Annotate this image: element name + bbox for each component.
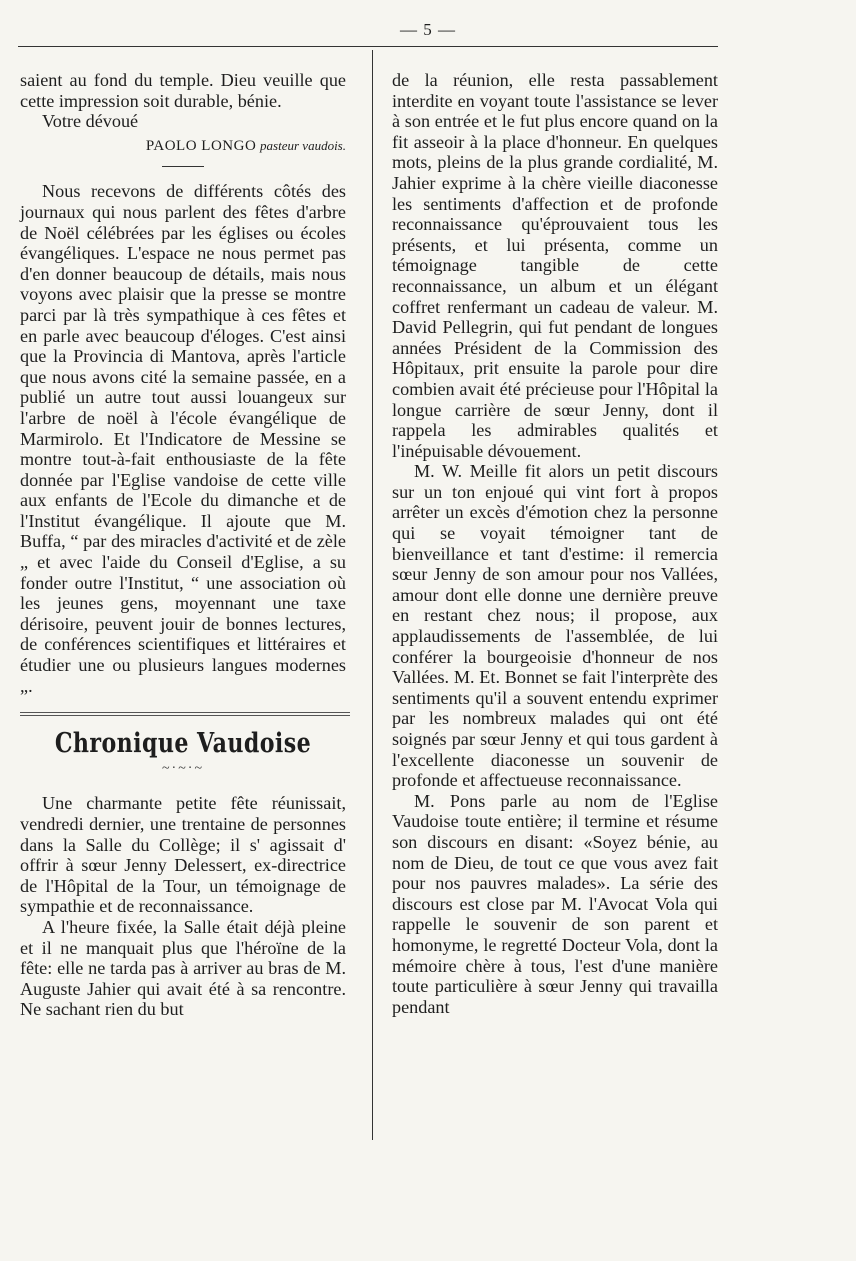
column-divider <box>372 50 373 1140</box>
chronicle-paragraph-2: A l'heure fixée, la Salle était déjà pleine et il ne manquait plus que l'héroïne de la fête: elle ne tarda pas à arriver au bras de M. Auguste Jahier qui avait été à sa rencontre. Ne sachant rien du but <box>20 916 346 1020</box>
ornament-flourish: ~·~·~ <box>161 760 205 776</box>
signature-name: PAOLO LONGO <box>145 137 257 154</box>
chronicle-paragraph-4: M. W. Meille fit alors un petit discours sur un ton enjoué qui vint fort à propos arrêter un excès d'émotion chez la personne qui se voyait témoigner tant de bienveillance et tant d'estime: il remercia sœur Jenny de son amour pour nos Vallées, amour dont elle donne une dernière preuve en restant chez nous; il propose, aux applaudissements de l'assemblée, de lui conférer la bourgeoisie d'honneur de nos Vallées. M. Et. Bonnet se fait l'interprète des sentiments qu'il a souvent entendu exprimer par les nombreux malades qui ont été soignés par sœur Jenny et qui tous gardent à l'excellente diaconesse un souvenir de profonde et affectueuse reconnaissance. <box>392 461 718 791</box>
letter-signature <box>20 136 346 157</box>
chronicle-paragraph-5: M. Pons parle au nom de l'Eglise Vaudoise toute entière; il termine et résume son discours en disant: «Soyez bénie, au nom de Dieu, de tout ce que vous avez fait pour nos pauvres malades». La série des discours est close par M. l'Avocat Vola qui rappelle le souvenir de son parent et homonyme, le regretté Docteur Vola, dont la mémoire chère à tous, l'est d'une manière toute particulière à sœur Jenny qui travailla pendant <box>392 790 718 1017</box>
section-title: Chronique Vaudoise <box>54 728 312 760</box>
chronicle-paragraph-3: de la réunion, elle resta passablement interdite en voyant toute l'assistance se lever à son entrée et le fut plus encore quand on la fit asseoir à la place d'honneur. En quelques mots, pleins de la plus grande cordialité, M. Jahier exprime à la chère vieille diaconesse les sentiments d'affection et de profonde reconnaissance qu'éprouvaient tous les présents, et lui présenta, comme un témoignage tangible de cette reconnaissance, un album et un élégant coffret renfermant un cadeau de valeur. M. David Pellegrin, qui fut pendant de longues années Président de la Commission des Hôpitaux, prit ensuite la parole pour dire combien avait été précieuse pour l'Hôpital la longue carrière de sœur Jenny, dont il rappela les admirables qualités et l'inépuisable dévouement. <box>392 70 718 461</box>
letter-closing: Votre dévoué <box>42 111 139 132</box>
section-rule <box>20 712 350 716</box>
separator-rule <box>162 166 204 167</box>
letter-continuation: saient au fond du temple. Dieu veuille que cette impression soit durable, bénie. <box>20 70 346 111</box>
signature-title: pasteur vaudois. <box>260 137 346 153</box>
news-paragraph: Nous recevons de différents côtés des journaux qui nous parlent des fêtes d'arbre de Noël célébrées par les églises ou écoles évangéliques. L'espace ne nous permet pas d'en donner beaucoup de détails, mais nous voyons avec plaisir que la presse se montre parci par là très sympathique à ces fêtes et en parle avec beaucoup d'éloges. C'est ainsi que la Provincia di Mantova, après l'article que nous avons cité la semaine passée, en a publié un autre tout aussi louangeux sur l'arbre de noël à l'école évangélique de Marmirolo. Et l'Indicatore de Messine se montre tout-à-fait enthousiaste de la fête donnée par l'Eglise vandoise de cette ville aux enfants de l'Ecole du dimanche et de l'Institut évangélique. Il ajoute que M. Buffa, “ par des miracles d'activité et de zèle „ et avec l'aide du Conseil d'Eglise, a su fonder outre l'Institut, “ une association où les jeunes gens, moyennant une taxe dérisoire, peuvent jouir de bonnes lectures, de conférences scientifiques et littéraires et étudier une ou plusieurs langues modernes „. <box>20 181 346 696</box>
right-column <box>392 70 718 1017</box>
left-column <box>20 70 346 1020</box>
chronicle-paragraph-1: Une charmante petite fête réunissait, vendredi dernier, une trentaine de personnes dans la Salle du Collège; il s' agissait d' offrir à sœur Jenny Delessert, ex-directrice de l'Hôpital de la Tour, un témoignage de sympathie et de reconnaissance. <box>20 793 346 917</box>
header-rule <box>18 46 718 47</box>
page-number: — 5 — <box>400 20 456 39</box>
